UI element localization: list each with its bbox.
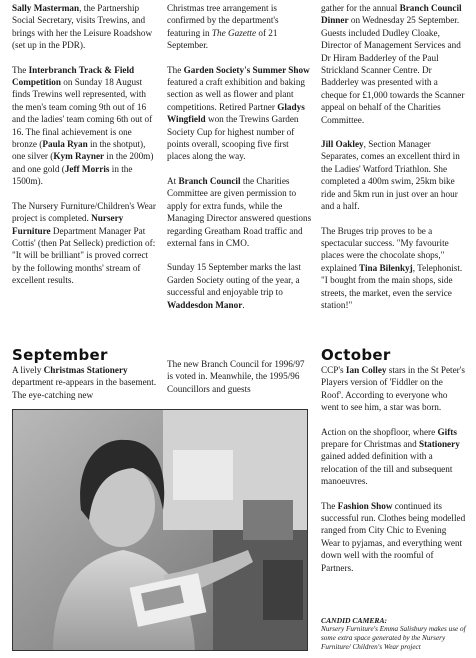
- article-christmas-tree: [167, 2, 312, 52]
- place-name: Waddesdon Manor: [167, 299, 243, 310]
- text: The Nursery Furniture/Children's Wear project is completed.: [12, 200, 156, 224]
- september-heading: September: [12, 346, 108, 364]
- caption-title: CANDID CAMERA:: [321, 616, 388, 625]
- text: Sunday 15 September marks the last Garden Society outing of the year, a successful and enjoyable trip to: [167, 262, 301, 298]
- text: won the Trewins Garden Society Cup for highest number of points overall, scooping five first places along the way.: [167, 114, 299, 162]
- display-box: [263, 560, 303, 620]
- candid-camera-photo: [12, 409, 308, 651]
- text: prepare for Christmas and: [321, 439, 419, 450]
- name-gladys-wingfield: Gladys Wingfield: [167, 101, 305, 125]
- text: , Telephonist. "I bought from the main shops, side streets, the market, even the service station!": [321, 262, 463, 310]
- article-sally-masterman: [12, 2, 157, 52]
- text: Christmas tree arrangement is confirmed by the department's featuring in: [167, 3, 279, 38]
- event-name: Fashion Show: [337, 500, 393, 511]
- article-fashion-show: [321, 500, 466, 574]
- caption-text: Nursery Furniture's Emma Salisbury makes use of some extra space generated by the Nursery Furniture/ Children's Wear project: [321, 625, 466, 651]
- text: stars in the St Peter's Players version of 'Fiddler on the Roof'. According to everyone who went to see him, a star was born.: [321, 365, 465, 413]
- article-bruges-trip: [321, 225, 466, 312]
- text: The: [167, 64, 184, 75]
- name-sally-masterman: Sally Masterman: [12, 3, 80, 13]
- event-name: Branch Council: [178, 175, 241, 186]
- october-heading: October: [321, 346, 391, 364]
- text: At: [167, 175, 179, 186]
- article-triathlon: [321, 138, 466, 212]
- publication-name: The Gazette: [211, 27, 257, 38]
- text: on Wednesday 25 September. Guests included Dudley Cloake, Director of Management Services and Dr Hiram Badderley of the Paul Strickland Scanner Centre. Dr Badderley was presented with a cheque for £1,000 towards the Scanner appeal on behalf of the Charities Committee.: [321, 15, 465, 125]
- photo-illustration: [13, 410, 308, 651]
- text: gather for the annual: [321, 3, 400, 13]
- text: , Section Manager Separates, comes an excellent third in the Ladies' Watford Triathlon. She completed a 400m swim, 25km bike ride and 5km run in just over an hour and a half.: [321, 139, 460, 212]
- event-name: Interbranch Track & Field Competition: [12, 64, 135, 88]
- text: , the Partnership Social Secretary, visits Trewins, and brings with her the Leisure Roadshow (set up in the PDR).: [12, 3, 153, 51]
- text: The Bruges trip proves to be a spectacular success. "My favourite places were the chocolate shops," explained: [321, 225, 449, 273]
- name-kym-rayner: Kym Rayner: [53, 151, 105, 162]
- department-name: Nursery Furniture: [12, 213, 124, 236]
- article-fiddler: [321, 364, 466, 414]
- name-jeff-morris: Jeff Morris: [64, 163, 110, 174]
- october-column: [321, 364, 466, 586]
- text: the Charities Committee are given permission to apply for extra funds, while the Managing Director answered questions regarding Greatham Road traffic and external fans in CMO.: [167, 175, 312, 248]
- name-ian-colley: Ian Colley: [345, 365, 387, 375]
- name-jill-oakley: Jill Oakley: [321, 139, 364, 150]
- text: The: [321, 500, 338, 511]
- text: in the shotput), one silver (: [12, 139, 146, 162]
- text: Department Manager Pat Cottis' (then Pat Selleck) prediction of: "It will be brilliant" is proved correct by the following months' stream of excellent results.: [12, 225, 156, 286]
- text: Action on the shopfloor, where: [321, 426, 438, 437]
- article-shopfloor: [321, 426, 466, 488]
- event-name: Garden Society's Summer Show: [183, 64, 310, 75]
- department-name: Christmas Stationery: [43, 365, 128, 375]
- text: of 21 September.: [167, 27, 278, 51]
- text: on Sunday 18 August finds Trewins well represented, with the men's team coming 9th out of 16 and the ladies' team coming 6th out of 16. The final achievement is one bronze (: [12, 77, 153, 150]
- text: featured a craft exhibition and baking section as well as flower and plant competitions. Retired Partner: [167, 77, 306, 112]
- photo-caption: [321, 616, 469, 652]
- column-2: [167, 2, 312, 323]
- article-track-field: [12, 64, 157, 188]
- article-garden-show: [167, 64, 312, 163]
- name-paula-ryan: Paula Ryan: [42, 139, 88, 150]
- shelf-box: [243, 500, 293, 540]
- department-gifts: Gifts: [437, 426, 457, 437]
- column-3: [321, 2, 466, 323]
- article-council-dinner: [321, 2, 466, 126]
- name-tina-bilenkyj: Tina Bilenkyj: [359, 262, 413, 273]
- article-christmas-stationery: [12, 364, 157, 401]
- text: gained added definition with a relocation of the till and subsequent manoeuvres.: [321, 451, 453, 487]
- store-light: [173, 450, 233, 500]
- text: department re-appears in the basement. The eye-catching new: [12, 377, 157, 400]
- article-garden-outing: [167, 261, 312, 311]
- text: in the 200m) and one gold (: [12, 151, 154, 174]
- article-new-branch-council: The new Branch Council for 1996/97 is voted in. Meanwhile, the 1995/96 Councillors and guests: [167, 359, 305, 394]
- text: .: [242, 299, 245, 310]
- article-nursery-furniture: [12, 200, 157, 287]
- department-stationery: Stationery: [418, 439, 460, 450]
- event-name: Branch Council Dinner: [321, 3, 462, 26]
- column-1: [12, 2, 157, 299]
- text: continued its successful run. Clothes being modelled ranged from City Chic to Evening Wear to pyjamas, and everything went down well with the roomful of Partners.: [321, 500, 466, 573]
- text: The: [12, 64, 29, 75]
- text: in the 1500m).: [12, 163, 133, 187]
- text: A lively: [12, 365, 44, 375]
- article-branch-council: [167, 175, 312, 249]
- text: CCP's: [321, 365, 346, 375]
